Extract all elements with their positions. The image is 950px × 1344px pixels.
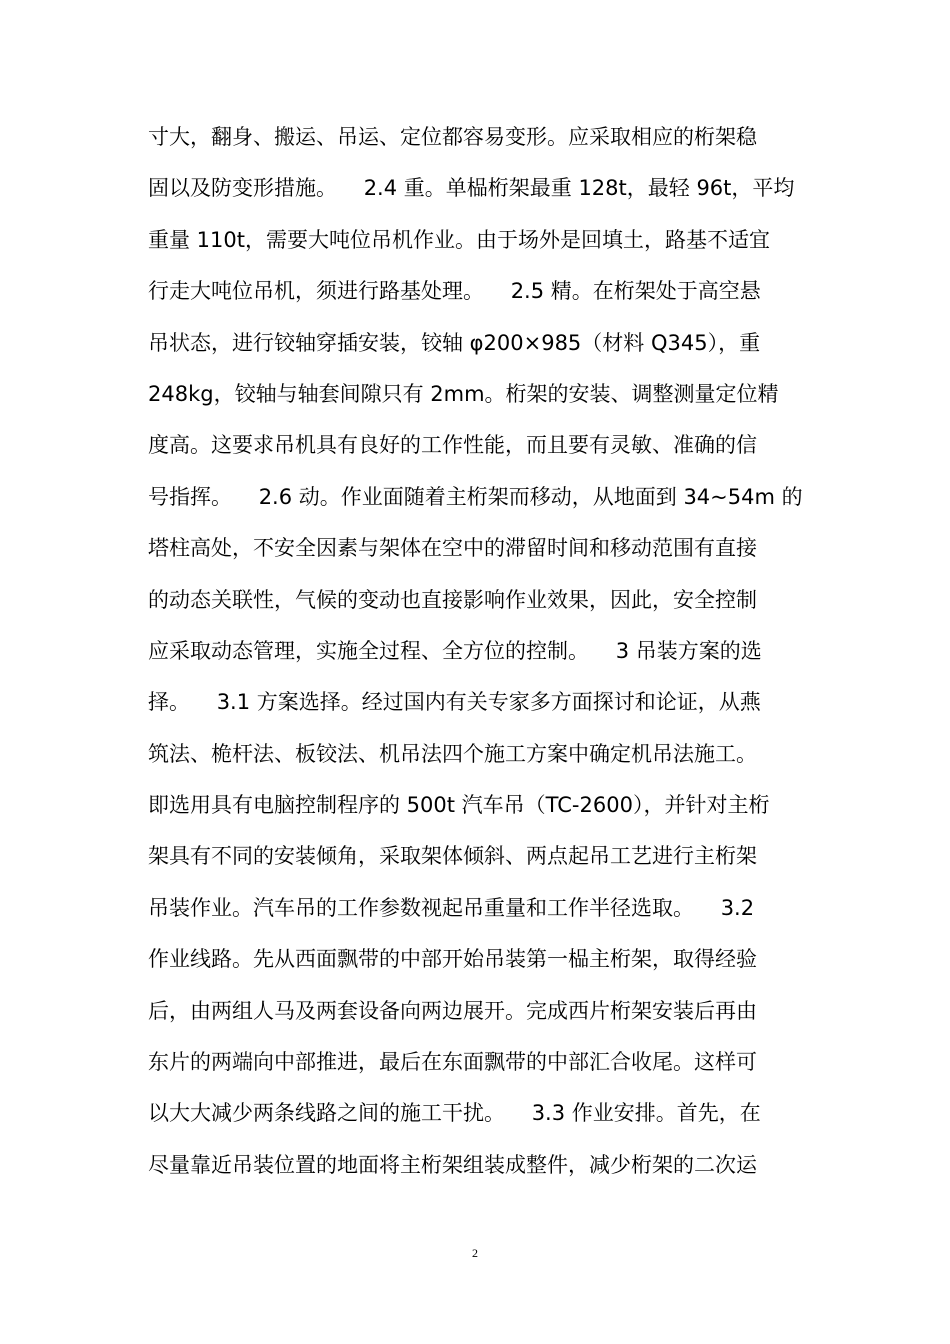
body-text <box>148 112 808 1191</box>
text-line: 应采取动态管理，实施全过程、全方位的控制。 3 吊装方案的选 <box>148 638 762 663</box>
text-line: 筑法、桅杆法、板铰法、机吊法四个施工方案中确定机吊法施工。 <box>148 741 757 766</box>
text-line: 吊装作业。汽车吊的工作参数视起吊重量和工作半径选取。 3.2 <box>148 895 755 920</box>
text-line: 后，由两组人马及两套设备向两边展开。完成西片桁架安装后再由 <box>148 998 757 1023</box>
text-line: 作业线路。先从西面飘带的中部开始吊装第一榀主桁架，取得经验 <box>148 947 757 972</box>
text-line: 度高。这要求吊机具有良好的工作性能，而且要有灵敏、准确的信 <box>148 433 757 458</box>
text-line: 行走大吨位吊机，须进行路基处理。 2.5 精。在桁架处于高空悬 <box>148 279 761 304</box>
text-line: 东片的两端向中部推进，最后在东面飘带的中部汇合收尾。这样可 <box>148 1050 757 1075</box>
text-line: 吊状态，进行铰轴穿插安装，铰轴 φ200×985（材料 Q345），重 <box>148 330 761 355</box>
text-line: 塔柱高处，不安全因素与架体在空中的滞留时间和移动范围有直接 <box>148 536 757 561</box>
text-line: 248kg，铰轴与轴套间隙只有 2mm。桁架的安装、调整测量定位精 <box>148 381 779 406</box>
text-line: 择。 3.1 方案选择。经过国内有关专家多方面探讨和论证，从燕 <box>148 690 761 715</box>
page-number: 2 <box>472 1246 478 1260</box>
text-line: 即选用具有电脑控制程序的 500t 汽车吊（TC-2600），并针对主桁 <box>148 793 770 818</box>
text-line: 固以及防变形措施。 2.4 重。单榀桁架最重 128t，最轻 96t，平均 <box>148 176 795 201</box>
text-line: 号指挥。 2.6 动。作业面随着主桁架而移动，从地面到 34~54m 的 <box>148 484 803 509</box>
text-line: 尽量靠近吊装位置的地面将主桁架组装成整件，减少桁架的二次运 <box>148 1152 757 1177</box>
text-line: 以大大减少两条线路之间的施工干扰。 3.3 作业安排。首先，在 <box>148 1101 761 1126</box>
text-line: 重量 110t，需要大吨位吊机作业。由于场外是回填土，路基不适宜 <box>148 227 770 252</box>
text-line: 寸大，翻身、搬运、吊运、定位都容易变形。应采取相应的桁架稳 <box>148 125 757 149</box>
text-line: 架具有不同的安装倾角，采取架体倾斜、两点起吊工艺进行主桁架 <box>148 844 757 869</box>
text-line: 的动态关联性，气候的变动也直接影响作业效果，因此，安全控制 <box>148 587 757 612</box>
